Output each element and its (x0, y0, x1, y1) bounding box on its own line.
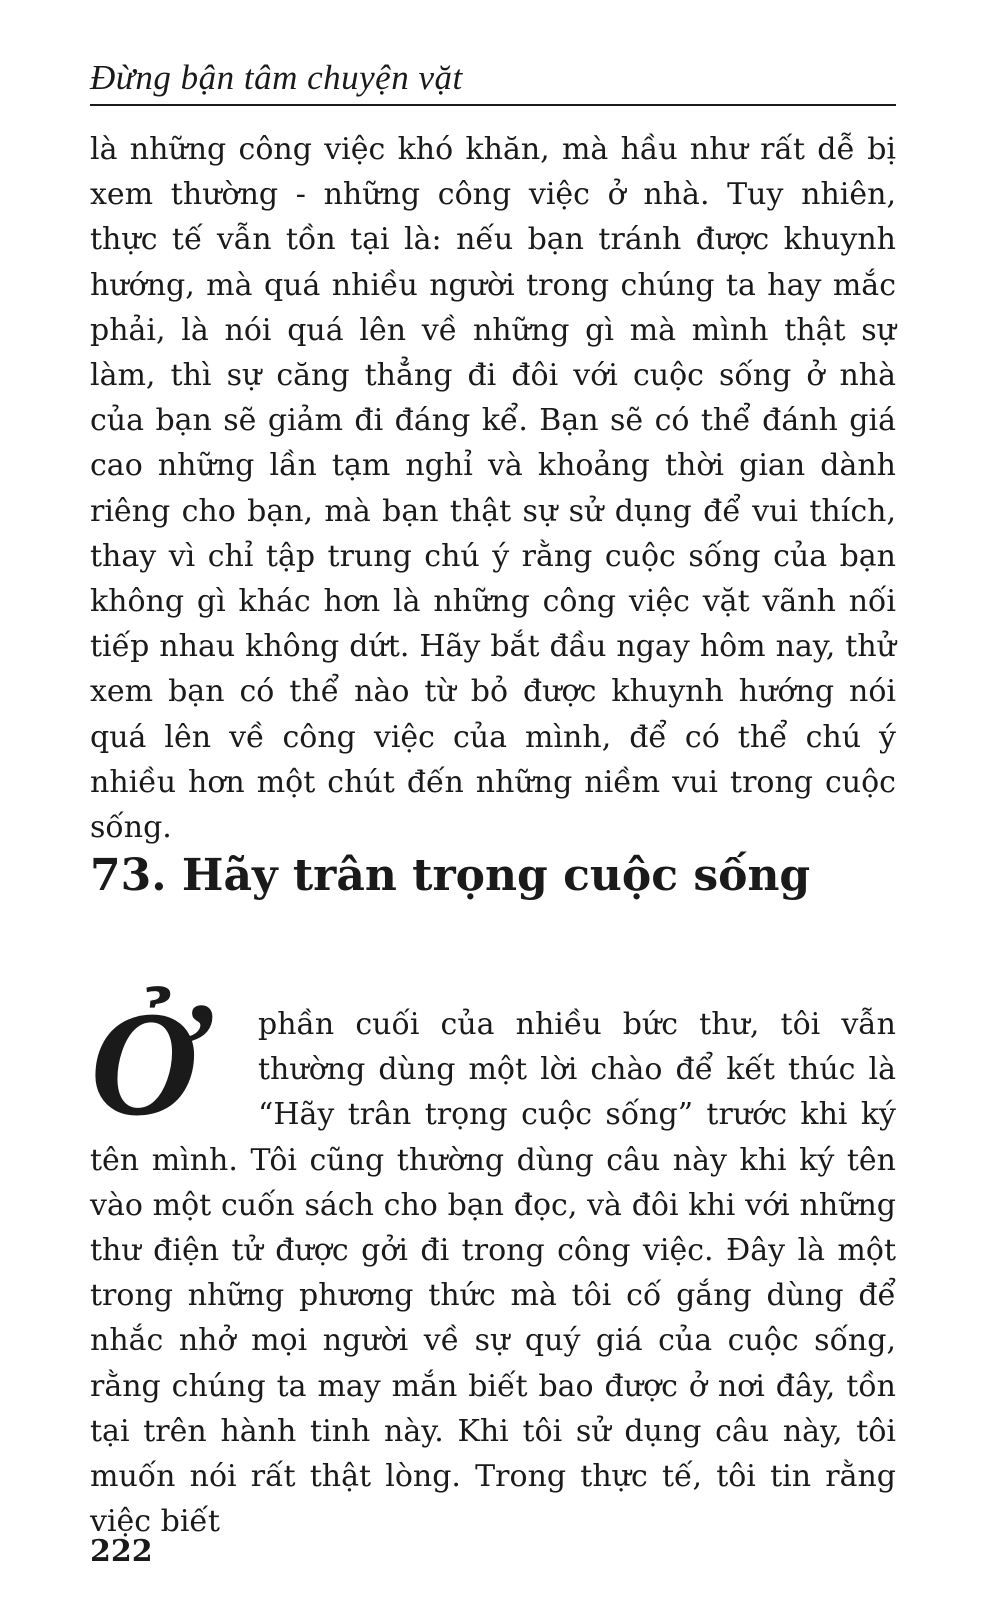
running-header-title: Đừng bận tâm chuyện vặt (90, 58, 463, 97)
section-paragraph-block (90, 981, 896, 1544)
page-number: 222 (90, 1534, 153, 1569)
section-heading: 73. Hãy trân trọng cuộc sống (90, 850, 811, 901)
continued-paragraph: là những công việc khó khăn, mà hầu như rất dễ bị xem thường - những công việc ở nhà. Tuy nhiên, thực tế vẫn tồn tại là: nếu bạn tránh được khuynh hướng, mà quá nhiều người trong chúng ta hay mắc phải, là nói quá lên về những gì mà mình thật sự làm, thì sự căng thẳng đi đôi với cuộc sống ở nhà của bạn sẽ giảm đi đáng kể. Bạn sẽ có thể đánh giá cao những lần tạm nghỉ và khoảng thời gian dành riêng cho bạn, mà bạn thật sự sử dụng để vui thích, thay vì chỉ tập trung chú ý rằng cuộc sống của bạn không gì khác hơn là những công việc vặt vãnh nối tiếp nhau không dứt. Hãy bắt đầu ngay hôm nay, thử xem bạn có thể nào từ bỏ được khuynh hướng nói quá lên về công việc của mình, để có thể chú ý nhiều hơn một chút đến những niềm vui trong cuộc sống. (90, 132, 896, 846)
drop-cap-letter: Ở (90, 981, 199, 1147)
running-header (90, 52, 896, 106)
section-paragraph-text: phần cuối của nhiều bức thư, tôi vẫn thường dùng một lời chào để kết thúc là “Hãy trân trọng cuộc sống” trước khi ký tên mình. Tôi cũng thường dùng câu này khi ký tên vào một cuốn sách cho bạn đọc, và đôi khi với những thư điện tử được gởi đi trong công việc. Đây là một trong những phương thức mà tôi cố gắng dùng để nhắc nhở mọi người về sự quý giá của cuộc sống, rằng chúng ta may mắn biết bao được ở nơi đây, tồn tại trên hành tinh này. Khi tôi sử dụng câu này, tôi muốn nói rất thật lòng. Trong thực tế, tôi tin rằng việc biết (90, 1007, 896, 1540)
